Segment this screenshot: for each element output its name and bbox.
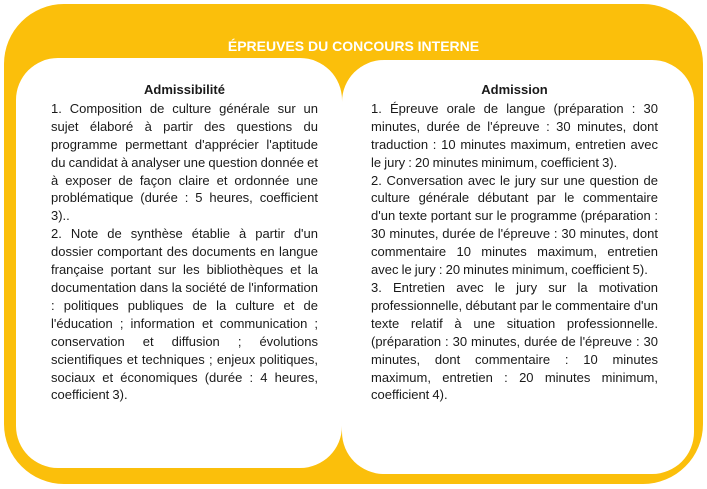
admissibilite-panel <box>16 58 342 468</box>
admission-item-2: 2. Conversation avec le jury sur une question de culture générale débutant par le commentaire d'un texte portant sur le programme (préparation : 30 minutes, durée de l'épreuve : 30 minutes, dont commentaire 10 minutes maximum, entretien avec le jury : 20 minutes minimum, coefficient 5). <box>371 172 658 278</box>
admission-heading: Admission <box>481 82 548 97</box>
admission-panel <box>342 60 694 474</box>
frame-title: ÉPREUVES DU CONCOURS INTERNE <box>227 38 480 54</box>
admission-item-1: 1. Épreuve orale de langue (préparation : 30 minutes, durée de l'épreuve : 30 minutes, dont traduction : 10 minutes maximum, entretien avec le jury : 20 minutes minimum, coefficient 3). <box>371 100 658 170</box>
admission-item-3: 3. Entretien avec le jury sur la motivation professionnelle, débutant par le commentaire d'un texte relatif à une situation professionnelle. (préparation : 30 minutes, durée de l'épreuve : 30 minutes, dont commentaire : 10 minutes maximum, entretien : 20 minutes minimum, coefficient 4). <box>371 279 658 403</box>
exam-frame <box>4 4 703 484</box>
admissibilite-item-2: 2. Note de synthèse établie à partir d'un dossier comportant des documents en langue française portant sur les bibliothèques et la documentation dans la société de l'information : politiques publiques de la culture et de l'éducation ; information et communication ; conservation et diffusion ; évolutions scientifiques et techniques ; enjeux politiques, sociaux et économiques (durée : 4 heures, coefficient 3). <box>51 226 318 403</box>
admissibilite-item-1: 1. Composition de culture générale sur un sujet élaboré à partir des questions du programme permettant d'apprécier l'aptitude du candidat à analyser une question donnée et à exposer de façon claire et ordonnée une problématique (durée : 5 heures, coefficient 3).. <box>51 100 318 224</box>
admissibilite-heading: Admissibilité <box>144 82 225 97</box>
